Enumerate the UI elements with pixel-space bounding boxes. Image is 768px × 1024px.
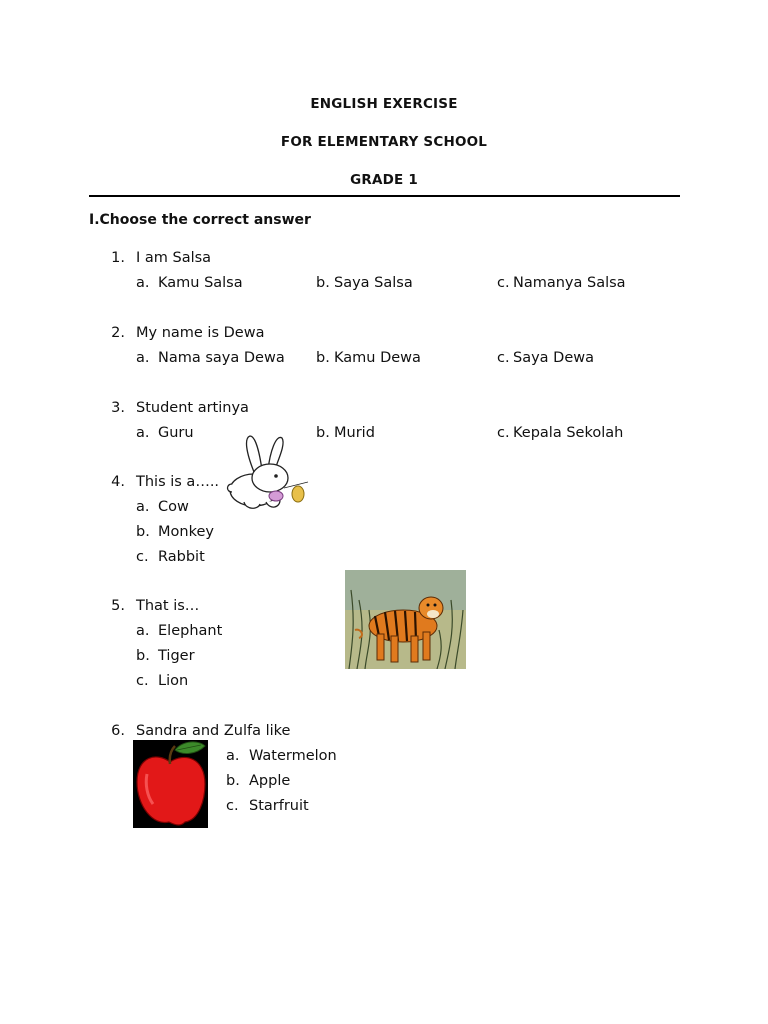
option-text: Apple (249, 773, 291, 789)
question-text: Student artinya (136, 400, 249, 416)
question-text: That is… (136, 598, 200, 614)
worksheet-title: ENGLISH EXERCISE (310, 96, 458, 112)
option-letter: b. (316, 350, 330, 366)
option-text: Kepala Sekolah (513, 425, 624, 441)
option-letter: a. (136, 623, 150, 639)
option-letter: a. (136, 499, 150, 515)
option-letter: c. (497, 350, 510, 366)
option-letter: b. (226, 773, 240, 789)
worksheet-subtitle: FOR ELEMENTARY SCHOOL (280, 134, 488, 150)
header-divider (89, 195, 680, 197)
option-text: Kamu Dewa (334, 350, 421, 366)
option-letter: c. (497, 425, 510, 441)
question-text: My name is Dewa (136, 325, 265, 341)
question-number: 2. (111, 325, 125, 341)
option-text: Elephant (158, 623, 223, 639)
option-letter: a. (136, 275, 150, 291)
option-text: Murid (334, 425, 375, 441)
option-letter: a. (136, 425, 150, 441)
option-text: Starfruit (249, 798, 309, 814)
option-letter: b. (316, 275, 330, 291)
question-text: This is a….. (136, 474, 220, 490)
worksheet-grade: GRADE 1 (350, 172, 418, 188)
option-text: Tiger (158, 648, 195, 664)
tiger-picture-icon (345, 570, 466, 669)
option-letter: c. (497, 275, 510, 291)
question-number: 3. (111, 400, 125, 416)
option-letter: a. (226, 748, 240, 764)
option-text: Watermelon (249, 748, 337, 764)
option-text: Saya Salsa (334, 275, 413, 291)
option-text: Rabbit (158, 549, 205, 565)
apple-picture-icon (133, 740, 208, 828)
option-letter: b. (316, 425, 330, 441)
option-text: Monkey (158, 524, 214, 540)
option-letter: b. (136, 648, 150, 664)
option-letter: b. (136, 524, 150, 540)
option-text: Kamu Salsa (158, 275, 243, 291)
question-number: 4. (111, 474, 125, 490)
option-text: Namanya Salsa (513, 275, 626, 291)
question-number: 1. (111, 250, 125, 266)
option-letter: c. (136, 549, 149, 565)
rabbit-picture-icon (224, 432, 310, 512)
option-letter: a. (136, 350, 150, 366)
question-text: I am Salsa (136, 250, 212, 266)
section-title: I.Choose the correct answer (89, 212, 311, 228)
option-text: Lion (158, 673, 189, 689)
option-text: Saya Dewa (513, 350, 594, 366)
option-letter: c. (226, 798, 239, 814)
question-number: 5. (111, 598, 125, 614)
option-text: Cow (158, 499, 189, 515)
question-number: 6. (111, 723, 125, 739)
option-letter: c. (136, 673, 149, 689)
option-text: Guru (158, 425, 194, 441)
option-text: Nama saya Dewa (158, 350, 285, 366)
question-text: Sandra and Zulfa like (136, 723, 291, 739)
